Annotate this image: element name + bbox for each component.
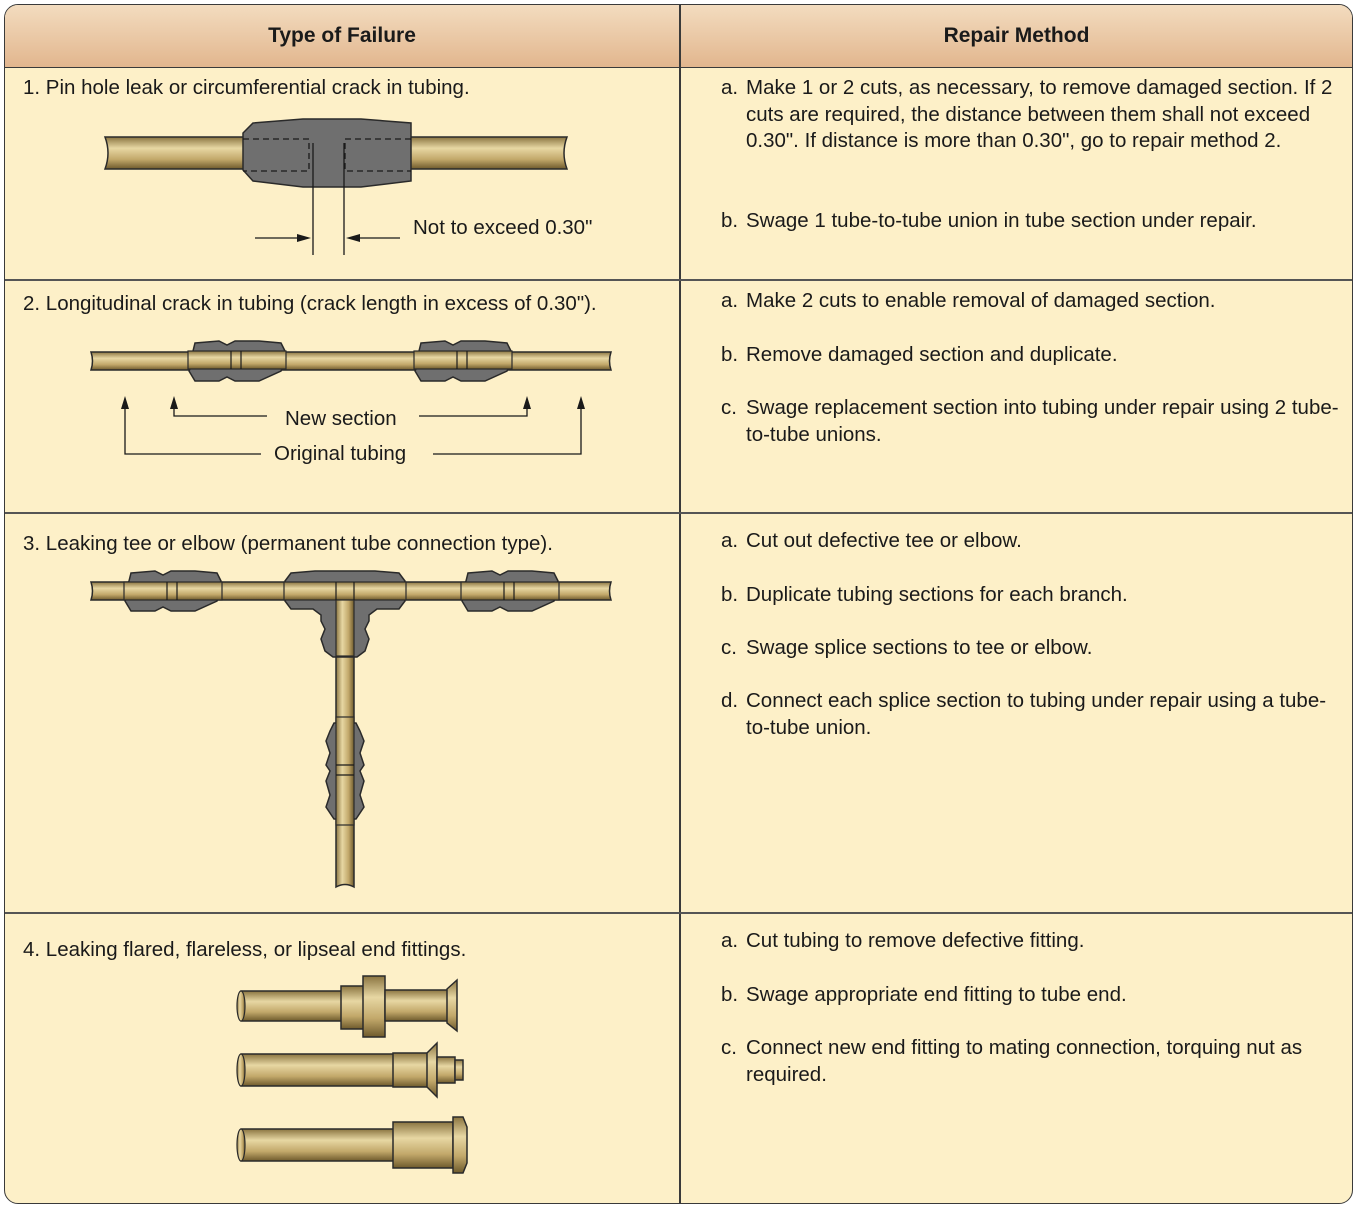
repair-1b: b. Swage 1 tube-to-tube union in tube section under repair. (721, 209, 1257, 232)
failure-4-text: 4. Leaking flared, flareless, or lipseal end fittings. (23, 938, 467, 961)
failure-2-text: 2. Longitudinal crack in tubing (crack length in excess of 0.30"). (23, 292, 597, 315)
repair-3a: a. Cut out defective tee or elbow. (721, 529, 1022, 552)
lipseal-end-fitting (237, 1117, 467, 1173)
column-divider (679, 5, 681, 1203)
repair-4a: a. Cut tubing to remove defective fitting. (721, 929, 1085, 952)
header-type-of-failure: Type of Failure (268, 24, 416, 47)
repair-2a: a. Make 2 cuts to enable removal of damaged section. (721, 289, 1216, 312)
header-repair-method: Repair Method (943, 24, 1090, 47)
repair-4c: c. Connect new end fitting to mating connection, torquing nut as required. (721, 1036, 1303, 1086)
repair-4b: b. Swage appropriate end fitting to tube end. (721, 983, 1127, 1006)
repair-2b: b. Remove damaged section and duplicate. (721, 343, 1118, 366)
failure-1-text: 1. Pin hole leak or circumferential crack in tubing. (23, 76, 470, 99)
label-new-section: New section (285, 407, 397, 430)
repair-3c: c. Swage splice sections to tee or elbow. (721, 636, 1093, 659)
flared-end-fitting (237, 976, 457, 1037)
repair-3d: d. Connect each splice section to tubing under repair using a tube-to-tube union. (721, 689, 1327, 739)
repair-1a: a. Make 1 or 2 cuts, as necessary, to remove damaged section. If 2 cuts are required, the distance between them shall not exceed 0.30". If distance is more than 0.30", go to repair method 2. (721, 76, 1333, 152)
repair-2c: c. Swage replacement section into tubing under repair using 2 tube-to-tube unions. (721, 396, 1339, 446)
diagram-end-fittings (5, 5, 679, 1200)
flareless-end-fitting (237, 1043, 463, 1097)
spacing-annotation: Not to exceed 0.30" (413, 216, 593, 239)
repair-3b: b. Duplicate tubing sections for each branch. (721, 583, 1128, 606)
repair-table (4, 4, 1353, 1204)
label-original-tubing: Original tubing (274, 442, 407, 465)
failure-3-text: 3. Leaking tee or elbow (permanent tube connection type). (23, 532, 553, 555)
